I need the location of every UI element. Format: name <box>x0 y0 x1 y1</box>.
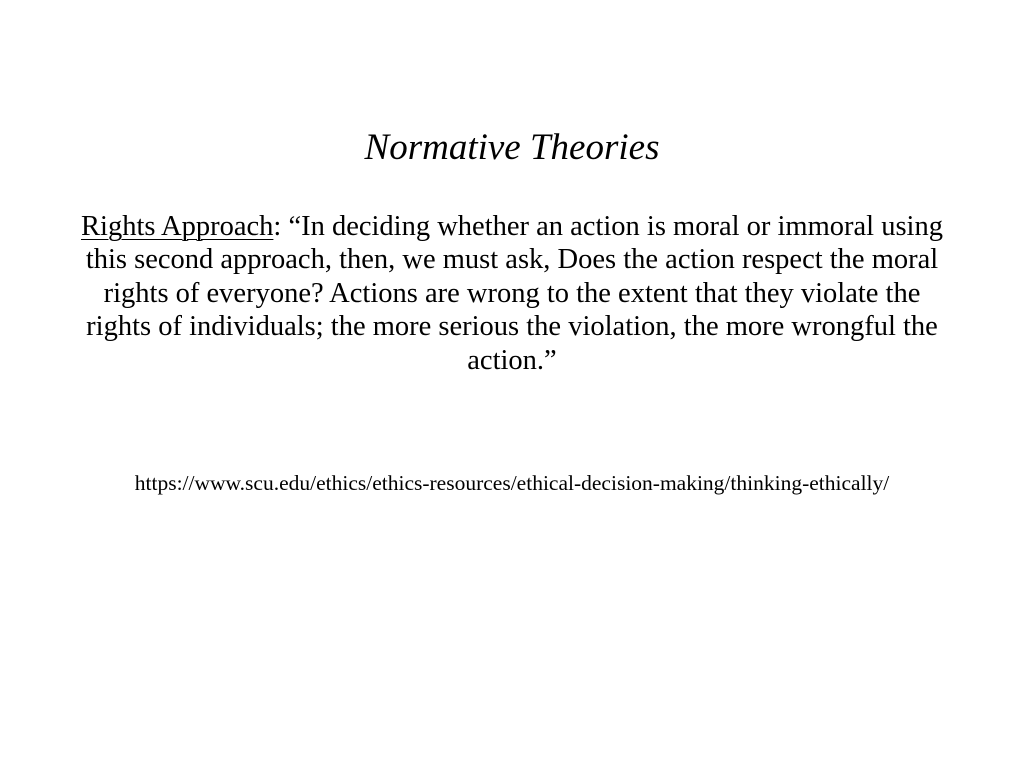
body-paragraph <box>80 210 944 377</box>
term-separator: : <box>273 211 289 242</box>
rights-approach-term: Rights Approach <box>81 211 274 242</box>
quote-text: “In deciding whether an action is moral or immoral using this second approach, then, we must ask, Does the action respect the moral rights of everyone? Actions are wrong to the extent that they violate the rights of individuals; the more serious the violation, the more wrongful the action.” <box>85 211 943 376</box>
source-url: https://www.scu.edu/ethics/ethics-resources/ethical-decision-making/thinking-ethically/ <box>134 471 890 495</box>
slide-title: Normative Theories <box>364 127 660 168</box>
